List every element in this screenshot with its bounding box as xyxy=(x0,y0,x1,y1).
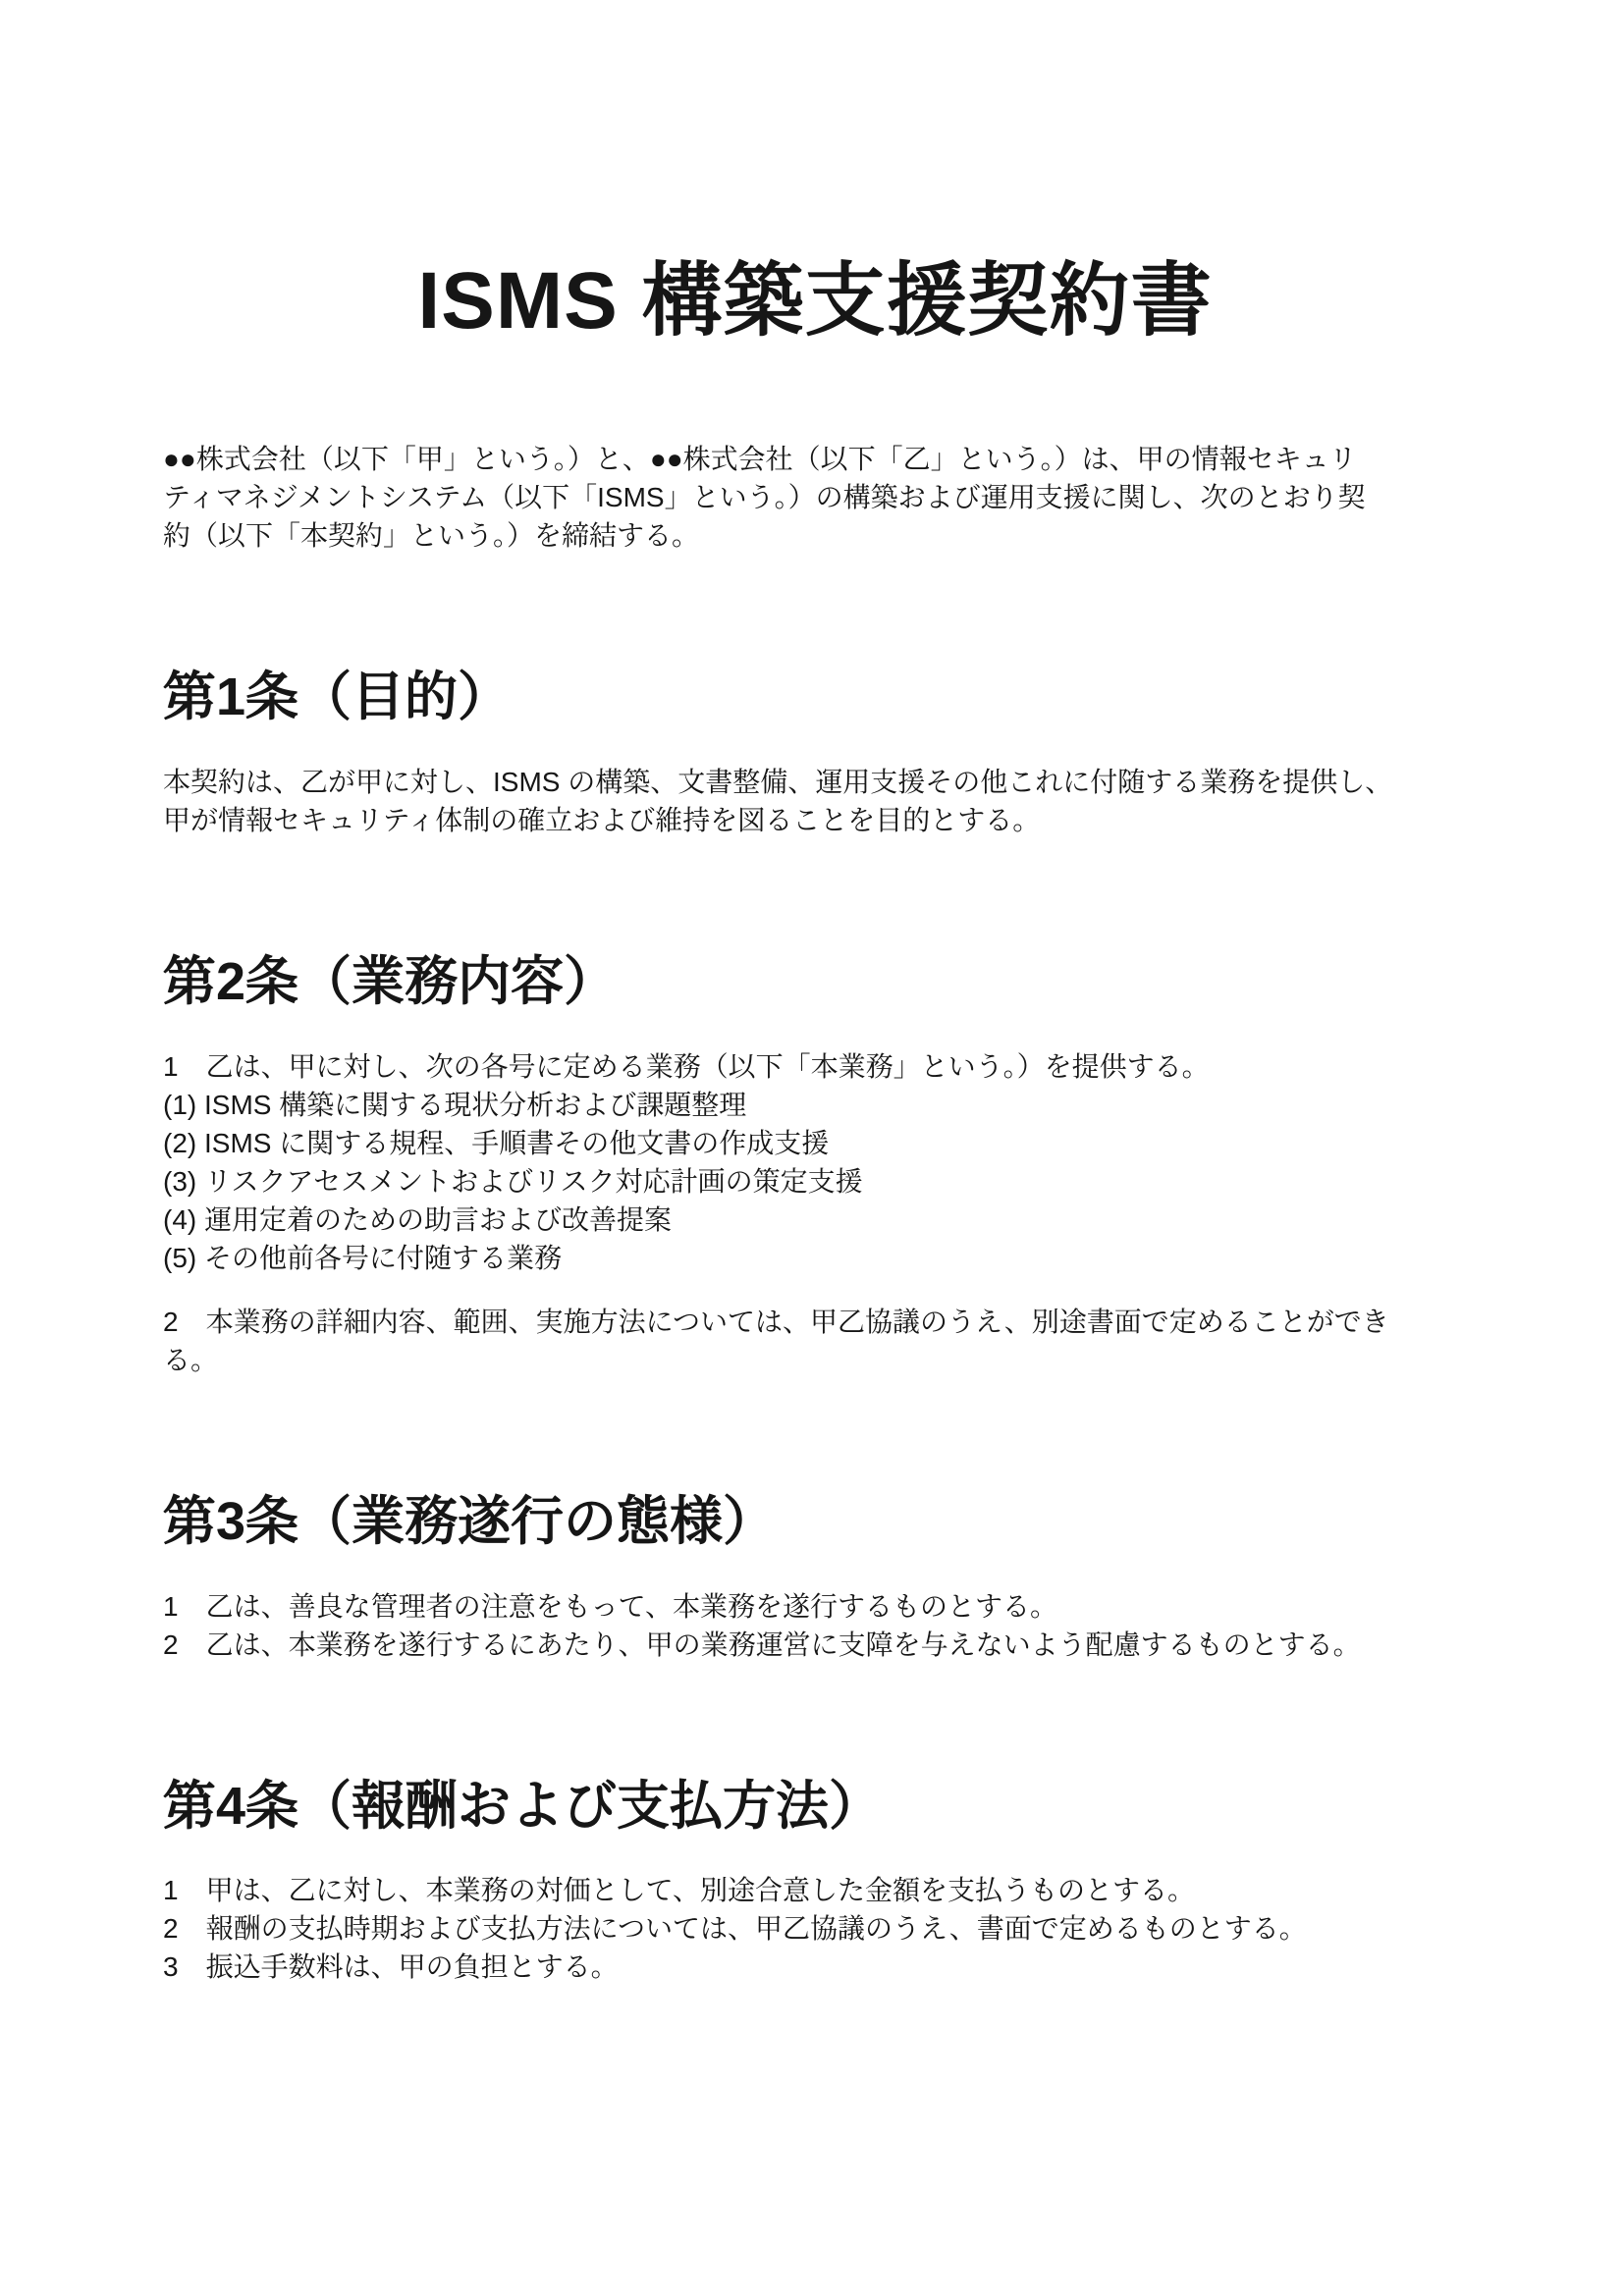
list-item: (4) 運用定着のための助言および改善提案 xyxy=(163,1203,673,1235)
clause-line: 2 本業務の詳細内容、範囲、実施方法については、甲乙協議のうえ、別途書面で定めることができ xyxy=(163,1306,1389,1337)
text-line: ティマネジメントシステム（以下「ISMS」という。）の構築および運用支援に関し、次のとおり契 xyxy=(163,482,1366,513)
article-heading: 第1条（目的） xyxy=(163,667,512,727)
article-body xyxy=(163,763,1467,839)
text-line: 本契約は、乙が甲に対し、ISMS の構築、文書整備、運用支援その他これに付随する業務を提供し、 xyxy=(163,767,1393,798)
article-2-scope-of-services xyxy=(163,950,1467,1379)
clause-line: る。 xyxy=(163,1344,219,1375)
list-item: (5) その他前各号に付随する業務 xyxy=(163,1242,563,1273)
article-body xyxy=(163,1047,1467,1277)
article-1-purpose xyxy=(163,666,1467,839)
clause-line: 3 振込手数料は、甲の負担とする。 xyxy=(163,1951,619,1983)
clause-line: 2 乙は、本業務を遂行するにあたり、甲の業務運営に支障を与えないよう配慮するものとする。 xyxy=(163,1629,1361,1660)
article-heading: 第4条（報酬および支払方法） xyxy=(163,1776,883,1836)
clause-line: 1 甲は、乙に対し、本業務の対価として、別途合意した金額を支払うものとする。 xyxy=(163,1875,1196,1906)
intro-paragraph xyxy=(163,440,1467,555)
text-line: ●●株式会社（以下「甲」という。）と、●●株式会社（以下「乙」という。）は、甲の情報セキュリ xyxy=(163,444,1357,475)
article-4-fees-and-payment xyxy=(163,1775,1467,1987)
article-body xyxy=(163,1871,1467,1986)
article-heading: 第3条（業務遂行の態様） xyxy=(163,1491,777,1551)
text-line: 約（以下「本契約」という。）を締結する。 xyxy=(163,520,700,552)
article-heading: 第2条（業務内容） xyxy=(163,952,618,1012)
clause-line: 1 乙は、善良な管理者の注意をもって、本業務を遂行するものとする。 xyxy=(163,1590,1058,1622)
article-body xyxy=(163,1587,1467,1664)
document-title: ISMS 構築支援契約書 xyxy=(417,256,1213,346)
article-body xyxy=(163,1303,1467,1379)
article-3-manner-of-performance xyxy=(163,1490,1467,1664)
list-item: (2) ISMS に関する規程、手順書その他文書の作成支援 xyxy=(163,1127,830,1158)
list-item: (3) リスクアセスメントおよびリスク対応計画の策定支援 xyxy=(163,1165,863,1197)
list-item: (1) ISMS 構築に関する現状分析および課題整理 xyxy=(163,1089,747,1120)
text-line: 甲が情報セキュリティ体制の確立および維持を図ることを目的とする。 xyxy=(163,805,1041,836)
clause-line: 1 乙は、甲に対し、次の各号に定める業務（以下「本業務」という。）を提供する。 xyxy=(163,1050,1210,1082)
clause-line: 2 報酬の支払時期および支払方法については、甲乙協議のうえ、書面で定めるものとする。 xyxy=(163,1913,1307,1945)
